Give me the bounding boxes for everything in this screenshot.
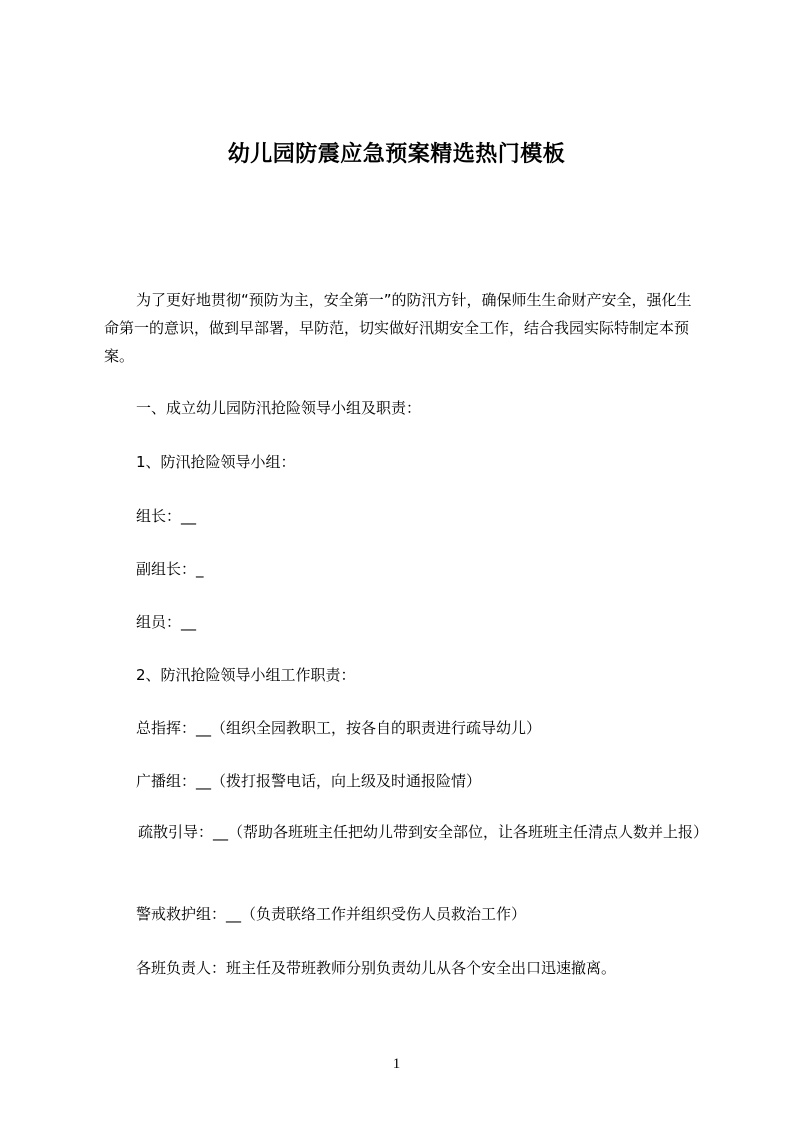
broadcast-duty: 广播组：__（拨打报警电话，向上级及时通报险情） [136, 772, 482, 790]
rescue-duty: 警戒救护组：__（负责联络工作并组织受伤人员救治工作） [136, 905, 527, 923]
class-leaders-duty: 各班负责人：班主任及带班教师分别负责幼儿从各个安全出口迅速撤离。 [136, 959, 617, 977]
deputy-leader-line: 副组长：_ [136, 560, 204, 578]
subsection-2-heading: 2、防汛抢险领导小组工作职责： [136, 666, 356, 684]
document-title: 幼儿园防震应急预案精选热门模板 [227, 142, 566, 167]
subsection-1-heading: 1、防汛抢险领导小组： [136, 453, 296, 471]
section-1-heading: 一、成立幼儿园防汛抢险领导小组及职责： [136, 399, 422, 417]
evacuation-duty: 疏散引导：__（帮助各班班主任把幼儿带到安全部位，让各班班主任清点人数并上报） [138, 823, 709, 841]
intro-paragraph: 为了更好地贯彻“预防为主，安全第一”的防汛方针，确保师生生命财产安全，强化生命第一的意识，做到早部署，早防范，切实做好汛期安全工作，结合我园实际特制定本预案。 [104, 291, 692, 365]
page-number: 1 [392, 1056, 401, 1072]
members-line: 组员：__ [136, 613, 197, 631]
leader-line: 组长：__ [136, 507, 197, 525]
commander-duty: 总指挥：__（组织全园教职工，按各自的职责进行疏导幼儿） [136, 719, 542, 737]
